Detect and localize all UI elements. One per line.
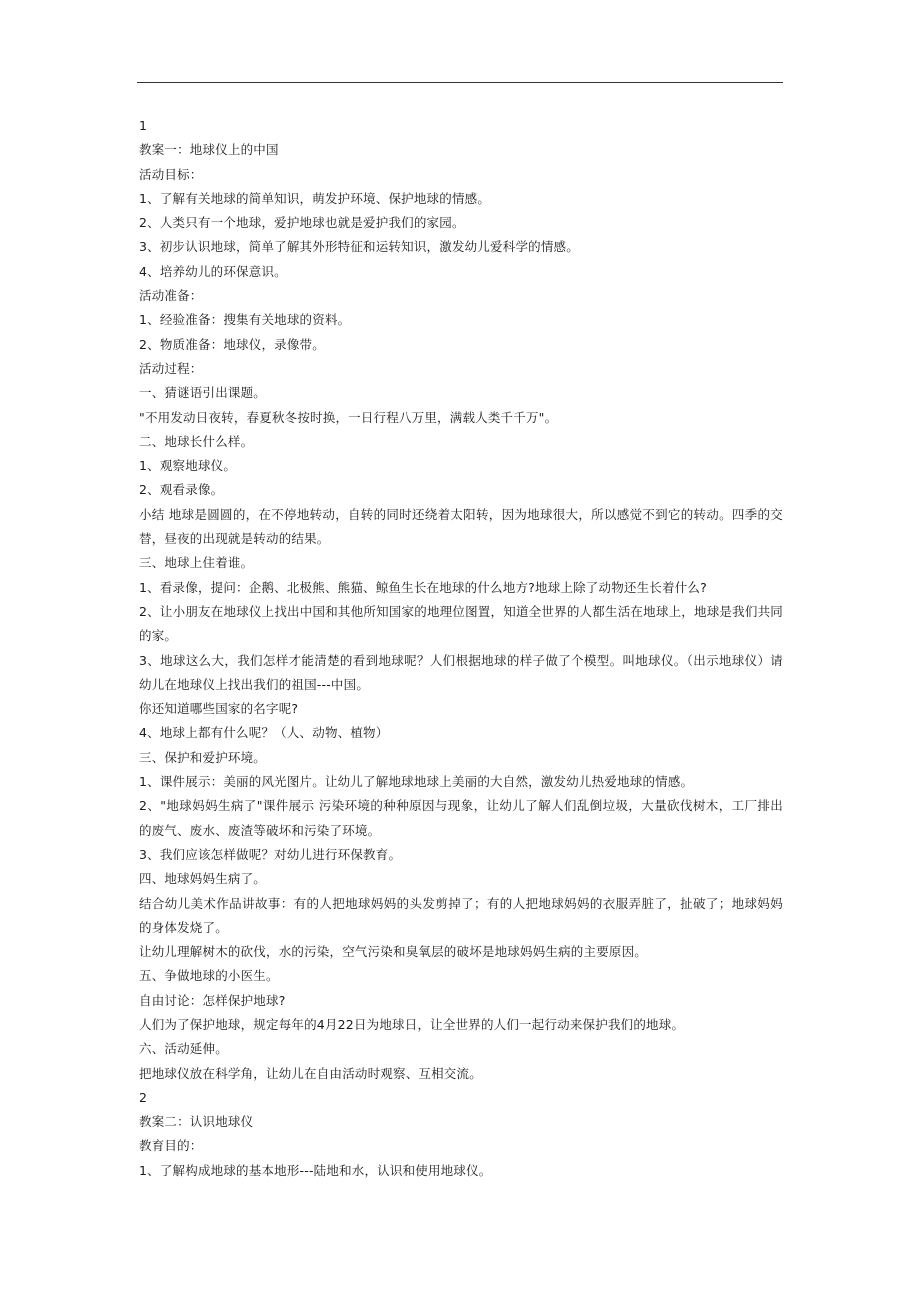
section-number: 2 [139,1089,148,1105]
text-paragraph: 2、让小朋友在地球仪上找出中国和其他所知国家的地理位图置，知道全世界的人都生活在地球上，地球是我们共同的家。 [139,603,783,644]
text-line: 把地球仪放在科学角，让幼儿在自由活动时观察、互相交流。 [139,1065,482,1081]
heading-goals: 活动目标： [139,166,203,182]
text-line: 4、培养幼儿的环保意识。 [139,263,287,279]
text-line: 3、我们应该怎样做呢？对幼儿进行环保教育。 [139,846,402,862]
lesson-title: 教案一：地球仪上的中国 [139,142,279,158]
text-line: 五、争做地球的小医生。 [139,968,279,984]
text-paragraph: 3、地球这么大，我们怎样才能清楚的看到地球呢？人们根据地球的样子做了个模型。叫地球仪。（出示地球仪）请幼儿在地球仪上找出我们的祖国---中国。 [139,652,783,692]
text-line: 4、地球上都有什么呢？（人、动物、植物） [139,725,389,741]
section-number: 1 [139,118,148,133]
document-body [139,114,783,1183]
text-line: 1、观察地球仪。 [139,458,237,474]
text-line: 人们为了保护地球，规定每年的4月22日为地球日，让全世界的人们一起行动来保护我们的地球。 [139,1016,685,1032]
text-line: 3、初步认识地球，简单了解其外形特征和运转知识，激发幼儿爱科学的情感。 [139,239,579,255]
text-line: 1、看录像，提问：企鹅、北极熊、熊猫、鲸鱼生长在地球的什么地方?地球上除了动物还生长着什么? [139,579,707,595]
text-line: 你还知道哪些国家的名字呢? [139,701,299,717]
header-rule [137,82,783,83]
text-line: "不用发动日夜转，春夏秋冬按时换，一日行程八万里，满载人类千千万"。 [139,409,558,425]
text-line: 三、保护和爱护环境。 [139,749,267,765]
text-line: 1、了解有关地球的简单知识，萌发护环境、保护地球的情感。 [139,190,491,206]
lesson-title: 教案二：认识地球仪 [139,1114,254,1130]
text-line: 二、地球长什么样。 [139,433,254,449]
text-line: 1、课件展示：美丽的风光图片。让幼儿了解地球地球上美丽的大自然，激发幼儿热爱地球的情感。 [139,774,694,790]
text-line: 一、猜谜语引出课题。 [139,385,267,401]
text-line: 自由讨论：怎样保护地球? [139,992,286,1008]
heading-preparation: 活动准备： [139,288,203,304]
text-paragraph: 2、"地球妈妈生病了"课件展示 污染环境的种种原因与现象，让幼儿了解人们乱倒垃圾，大量砍伐树木，工厂排出的废气、废水、废渣等破坏和污染了环境。 [139,798,783,838]
text-line: 2、人类只有一个地球，爱护地球也就是爱护我们的家园。 [139,215,465,231]
text-line: 四、地球妈妈生病了。 [139,871,267,887]
text-line: 让幼儿理解树木的砍伐，水的污染，空气污染和臭氧层的破坏是地球妈妈生病的主要原因。 [139,944,648,960]
heading-education-goals: 教育目的： [139,1138,203,1154]
text-line: 六、活动延伸。 [139,1041,228,1057]
text-paragraph: 小结 地球是圆圆的，在不停地转动，自转的同时还绕着太阳转，因为地球很大，所以感觉不到它的转动。四季的交替，昼夜的出现就是转动的结果。 [139,506,783,547]
text-line: 2、观看录像。 [139,482,224,498]
text-line: 1、了解构成地球的基本地形---陆地和水，认识和使用地球仪。 [139,1162,492,1178]
text-paragraph: 结合幼儿美术作品讲故事：有的人把地球妈妈的头发剪掉了；有的人把地球妈妈的衣服弄脏了，扯破了；地球妈妈的身体发烧了。 [139,895,783,935]
heading-process: 活动过程： [139,360,203,376]
text-line: 2、物质准备：地球仪，录像带。 [139,336,325,352]
text-line: 三、地球上住着谁。 [139,555,254,571]
text-line: 1、经验准备：搜集有关地球的资料。 [139,312,351,328]
